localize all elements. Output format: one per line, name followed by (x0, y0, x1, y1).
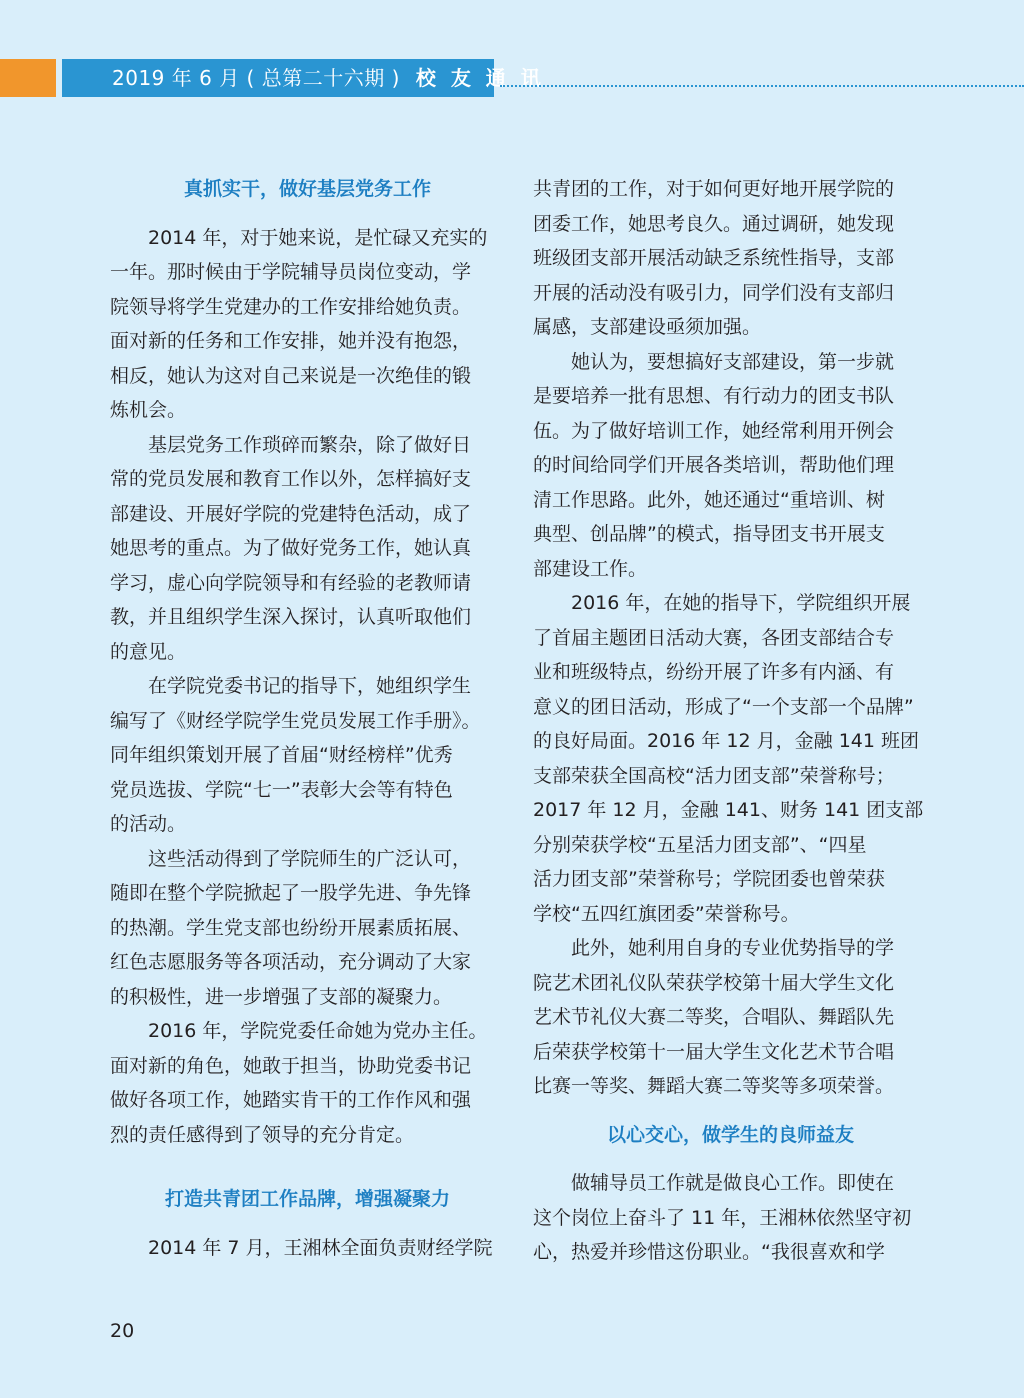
text-line: 的积极性，进一步增强了支部的凝聚力。 (110, 985, 453, 1008)
text-line: 这些活动得到了学院师生的广泛认可， (148, 847, 472, 870)
text-line: 学习，虚心向学院领导和有经验的老教师请 (110, 571, 472, 594)
text-line: 学校“五四红旗团委”荣誉称号。 (533, 902, 800, 925)
text-line: 心，热爱并珍惜这份职业。“我很喜欢和学 (533, 1241, 885, 1263)
section-heading-1: 真抓实干，做好基层党务工作 (183, 178, 431, 200)
paragraph (533, 586, 928, 931)
section-heading-3: 以心交心，做学生的良师益友 (606, 1123, 854, 1146)
left-column (110, 172, 505, 1265)
text-line: 的良好局面。2016 年 12 月，金融 141 班团 (533, 730, 919, 752)
text-line: 2017 年 12 月，金融 141、财务 141 团支部 (533, 799, 924, 821)
text-line: 意义的团日活动，形成了“一个支部一个品牌” (533, 695, 914, 718)
text-line: 相反，她认为这对自己来说是一次绝佳的锻 (110, 364, 472, 387)
text-line: 的意见。 (110, 640, 187, 663)
text-line: 在学院党委书记的指导下，她组织学生 (148, 675, 472, 697)
text-line: 面对新的任务和工作安排，她并没有抱怨， (110, 330, 472, 352)
text-line: 面对新的角色，她敢于担当，协助党委书记 (110, 1054, 472, 1077)
text-line: 业和班级特点，纷纷开展了许多有内涵、有 (533, 661, 895, 683)
text-line: 开展的活动没有吸引力，同学们没有支部归 (533, 281, 895, 304)
text-line: 属感，支部建设亟须加强。 (533, 316, 762, 338)
text-line: 编写了《财经学院学生党员发展工作手册》。 (110, 709, 481, 732)
text-line: 2014 年 7 月，王湘林全面负责财经学院 (148, 1236, 493, 1259)
text-line: 教，并且组织学生深入探讨，认真听取他们 (110, 606, 472, 628)
text-line: 做好各项工作，她踏实肯干的工作作风和强 (110, 1089, 472, 1111)
text-line: 做辅导员工作就是做良心工作。即使在 (571, 1172, 895, 1194)
page-number: 20 (110, 1320, 135, 1342)
paragraph (110, 1231, 505, 1266)
right-column (533, 172, 928, 1270)
text-line: 部建设工作。 (533, 557, 648, 580)
section-heading-2: 打造共青团工作品牌，增强凝聚力 (164, 1188, 450, 1210)
text-line: 支部荣获全国高校“活力团支部”荣誉称号； (533, 764, 895, 787)
text-line: 艺术节礼仪大赛二等奖，合唱队、舞蹈队先 (533, 1006, 895, 1028)
text-line: 烈的责任感得到了领导的充分肯定。 (110, 1123, 415, 1146)
paragraph (110, 428, 505, 670)
header-orange-tab (0, 59, 56, 97)
text-line: 了首届主题团日活动大赛，各团支部结合专 (533, 626, 895, 649)
text-line: 的活动。 (110, 813, 187, 835)
text-line: 炼机会。 (110, 399, 187, 421)
text-line: 的热潮。学生党支部也纷纷开展素质拓展、 (110, 916, 472, 939)
text-line: 这个岗位上奋斗了 11 年，王湘林依然坚守初 (533, 1206, 912, 1229)
text-line: 班级团支部开展活动缺乏系统性指导，支部 (533, 247, 895, 269)
text-line: 活力团支部”荣誉称号；学院团委也曾荣获 (533, 868, 885, 890)
text-line: 典型、创品牌”的模式，指导团支书开展支 (533, 523, 885, 545)
header-bar (62, 59, 545, 97)
text-line: 基层党务工作琐碎而繁杂，除了做好日 (148, 433, 472, 456)
text-line: 后荣获学校第十一届大学生文化艺术节合唱 (533, 1040, 895, 1063)
paragraph (110, 1014, 505, 1152)
text-line: 分别荣获学校“五星活力团支部”、“四星 (533, 833, 867, 856)
text-line: 伍。为了做好培训工作，她经常利用开例会 (533, 419, 895, 442)
text-line: 此外，她利用自身的专业优势指导的学 (571, 937, 895, 959)
text-line: 2014 年，对于她来说，是忙碌又充实的 (148, 226, 488, 249)
text-line: 随即在整个学院掀起了一股学先进、争先锋 (110, 882, 472, 904)
text-line: 常的党员发展和教育工作以外，怎样搞好支 (110, 468, 472, 490)
magazine-title: 校 友 通 讯 (415, 66, 545, 90)
text-line: 党员选拔、学院“七一”表彰大会等有特色 (110, 778, 453, 801)
paragraph (110, 221, 505, 428)
paragraph (533, 345, 928, 587)
text-line: 团委工作，她思考良久。通过调研，她发现 (533, 212, 895, 235)
text-line: 院领导将学生党建办的工作安排给她负责。 (110, 295, 472, 318)
text-line: 2016 年，学院党委任命她为党办主任。 (148, 1020, 488, 1042)
text-line: 她认为，要想搞好支部建设，第一步就 (571, 350, 895, 373)
text-line: 部建设、开展好学院的党建特色活动，成了 (110, 502, 472, 525)
paragraph (110, 669, 505, 842)
text-line: 院艺术团礼仪队荣获学校第十届大学生文化 (533, 971, 895, 994)
text-line: 红色志愿服务等各项活动，充分调动了大家 (110, 951, 472, 973)
text-line: 2016 年，在她的指导下，学院组织开展 (571, 592, 911, 614)
paragraph (533, 1166, 928, 1270)
text-line: 比赛一等奖、舞蹈大赛二等奖等多项荣誉。 (533, 1075, 895, 1097)
issue-label: 2019 年 6 月 ( 总第二十六期 ) (112, 66, 400, 90)
text-line: 的时间给同学们开展各类培训，帮助他们理 (533, 454, 895, 476)
paragraph (110, 842, 505, 1015)
header-dotted-rule (500, 85, 1024, 87)
paragraph (533, 931, 928, 1104)
paragraph-continued (533, 172, 928, 345)
text-line: 共青团的工作，对于如何更好地开展学院的 (533, 178, 895, 200)
text-line: 她思考的重点。为了做好党务工作，她认真 (110, 537, 472, 559)
text-line: 同年组织策划开展了首届“财经榜样”优秀 (110, 744, 453, 766)
text-line: 是要培养一批有思想、有行动力的团支书队 (533, 385, 895, 407)
text-line: 一年。那时候由于学院辅导员岗位变动，学 (110, 261, 472, 283)
text-line: 清工作思路。此外，她还通过“重培训、树 (533, 488, 885, 511)
